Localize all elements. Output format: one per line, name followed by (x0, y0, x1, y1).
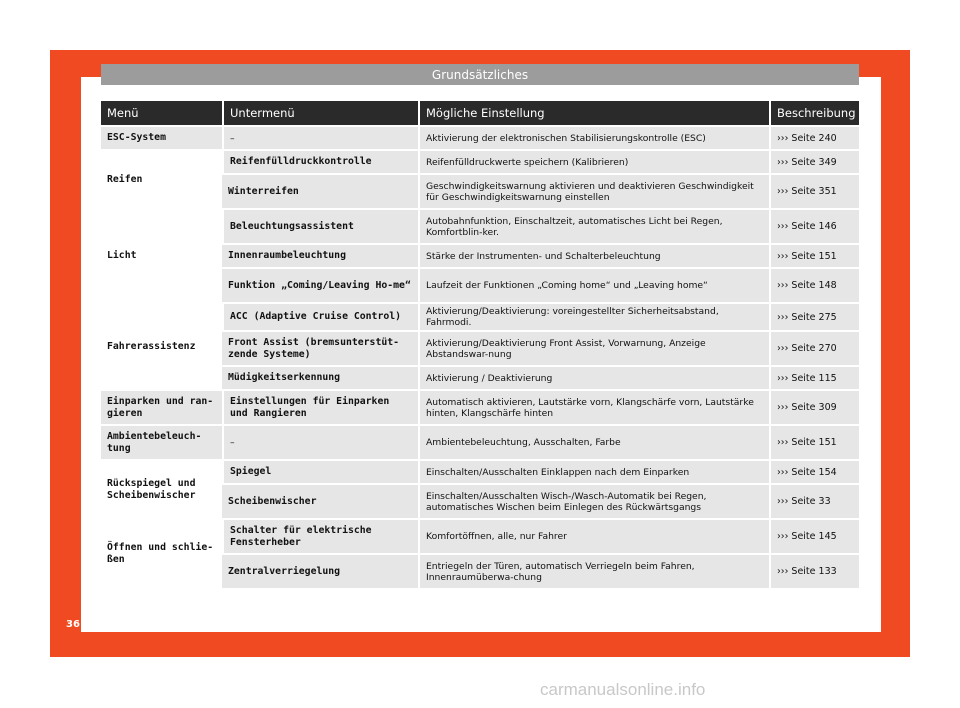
setting-cell: Entriegeln der Türen, automatisch Verriegeln beim Fahren, Innenraumüberwa-chung (418, 555, 769, 588)
table-row (101, 461, 859, 483)
submenu-cell: Reifenfülldruckkontrolle (222, 151, 418, 173)
setting-cell: Einschalten/Ausschalten Einklappen nach dem Einparken (418, 461, 769, 483)
submenu-cell: Spiegel (222, 461, 418, 483)
table-header-row (101, 101, 859, 125)
setting-cell: Geschwindigkeitswarnung aktivieren und deaktivieren Geschwindigkeit für Geschwindigkeitswarnung einstellen (418, 175, 769, 208)
menu-cell: Öffnen und schlie-ßen (101, 520, 222, 588)
header-submenu: Untermenü (222, 101, 418, 125)
setting-cell: Laufzeit der Funktionen „Coming home“ und „Leaving home“ (418, 269, 769, 302)
table-row (101, 127, 859, 149)
setting-cell: Aktivierung / Deaktivierung (418, 367, 769, 389)
submenu-cell: Front Assist (bremsunterstüt-zende Systeme) (222, 332, 418, 365)
submenu-cell: Einstellungen für Einparken und Rangieren (222, 391, 418, 424)
setting-cell: Aktivierung der elektronischen Stabilisierungskontrolle (ESC) (418, 127, 769, 149)
submenu-cell: Schalter für elektrische Fensterheber (222, 520, 418, 553)
page-reference-link[interactable]: ››› Seite 151 (769, 426, 859, 459)
submenu-cell: Innenraumbeleuchtung (222, 245, 418, 267)
page-reference-link[interactable]: ››› Seite 115 (769, 367, 859, 389)
page-reference-link[interactable]: ››› Seite 351 (769, 175, 859, 208)
page-reference-link[interactable]: ››› Seite 33 (769, 485, 859, 518)
table-row (101, 520, 859, 553)
submenu-cell: ACC (Adaptive Cruise Control) (222, 304, 418, 330)
setting-cell: Autobahnfunktion, Einschaltzeit, automatisches Licht bei Regen, Komfortblin-ker. (418, 210, 769, 243)
watermark: carmanualsonline.info (540, 680, 706, 699)
page-reference-link[interactable]: ››› Seite 151 (769, 245, 859, 267)
setting-cell: Einschalten/Ausschalten Wisch-/Wasch-Automatik bei Regen, automatisches Wischen beim Einlegen des Rückwärtsgangs (418, 485, 769, 518)
submenu-cell: Zentralverriegelung (222, 555, 418, 588)
menu-cell: ESC-System (101, 127, 222, 149)
menu-cell: Rückspiegel und Scheibenwischer (101, 461, 222, 518)
page-reference-link[interactable]: ››› Seite 275 (769, 304, 859, 330)
settings-table (101, 101, 859, 590)
submenu-cell: Scheibenwischer (222, 485, 418, 518)
setting-cell: Stärke der Instrumenten- und Schalterbeleuchtung (418, 245, 769, 267)
setting-cell: Aktivierung/Deaktivierung: voreingestellter Sicherheitsabstand, Fahrmodi. (418, 304, 769, 330)
header-description: Beschreibung (769, 101, 859, 125)
table-row (101, 391, 859, 424)
page-reference-link[interactable]: ››› Seite 133 (769, 555, 859, 588)
page-reference-link[interactable]: ››› Seite 240 (769, 127, 859, 149)
submenu-cell: – (222, 127, 418, 149)
menu-cell: Ambientebeleuch-tung (101, 426, 222, 459)
setting-cell: Ambientebeleuchtung, Ausschalten, Farbe (418, 426, 769, 459)
section-title: Grundsätzliches (101, 64, 859, 85)
menu-cell: Fahrerassistenz (101, 304, 222, 389)
page-reference-link[interactable]: ››› Seite 270 (769, 332, 859, 365)
submenu-cell: Beleuchtungsassistent (222, 210, 418, 243)
header-menu: Menü (101, 101, 222, 125)
setting-cell: Reifenfülldruckwerte speichern (Kalibrieren) (418, 151, 769, 173)
table-row (101, 151, 859, 173)
submenu-cell: Winterreifen (222, 175, 418, 208)
submenu-cell: Müdigkeitserkennung (222, 367, 418, 389)
page-number: 36 (66, 619, 80, 630)
page-reference-link[interactable]: ››› Seite 148 (769, 269, 859, 302)
table-row (101, 304, 859, 330)
menu-cell: Reifen (101, 151, 222, 208)
submenu-cell: Funktion „Coming/Leaving Ho-me“ (222, 269, 418, 302)
page-reference-link[interactable]: ››› Seite 309 (769, 391, 859, 424)
table-row (101, 426, 859, 459)
page-reference-link[interactable]: ››› Seite 349 (769, 151, 859, 173)
page-reference-link[interactable]: ››› Seite 145 (769, 520, 859, 553)
page-reference-link[interactable]: ››› Seite 154 (769, 461, 859, 483)
submenu-cell: – (222, 426, 418, 459)
table-row (101, 210, 859, 243)
setting-cell: Aktivierung/Deaktivierung Front Assist, Vorwarnung, Anzeige Abstandswar-nung (418, 332, 769, 365)
menu-cell: Licht (101, 210, 222, 302)
menu-cell: Einparken und ran-gieren (101, 391, 222, 424)
setting-cell: Automatisch aktivieren, Lautstärke vorn, Klangschärfe vorn, Lautstärke hinten, Klangschärfe hinten (418, 391, 769, 424)
header-settings: Mögliche Einstellung (418, 101, 769, 125)
setting-cell: Komfortöffnen, alle, nur Fahrer (418, 520, 769, 553)
page-reference-link[interactable]: ››› Seite 146 (769, 210, 859, 243)
